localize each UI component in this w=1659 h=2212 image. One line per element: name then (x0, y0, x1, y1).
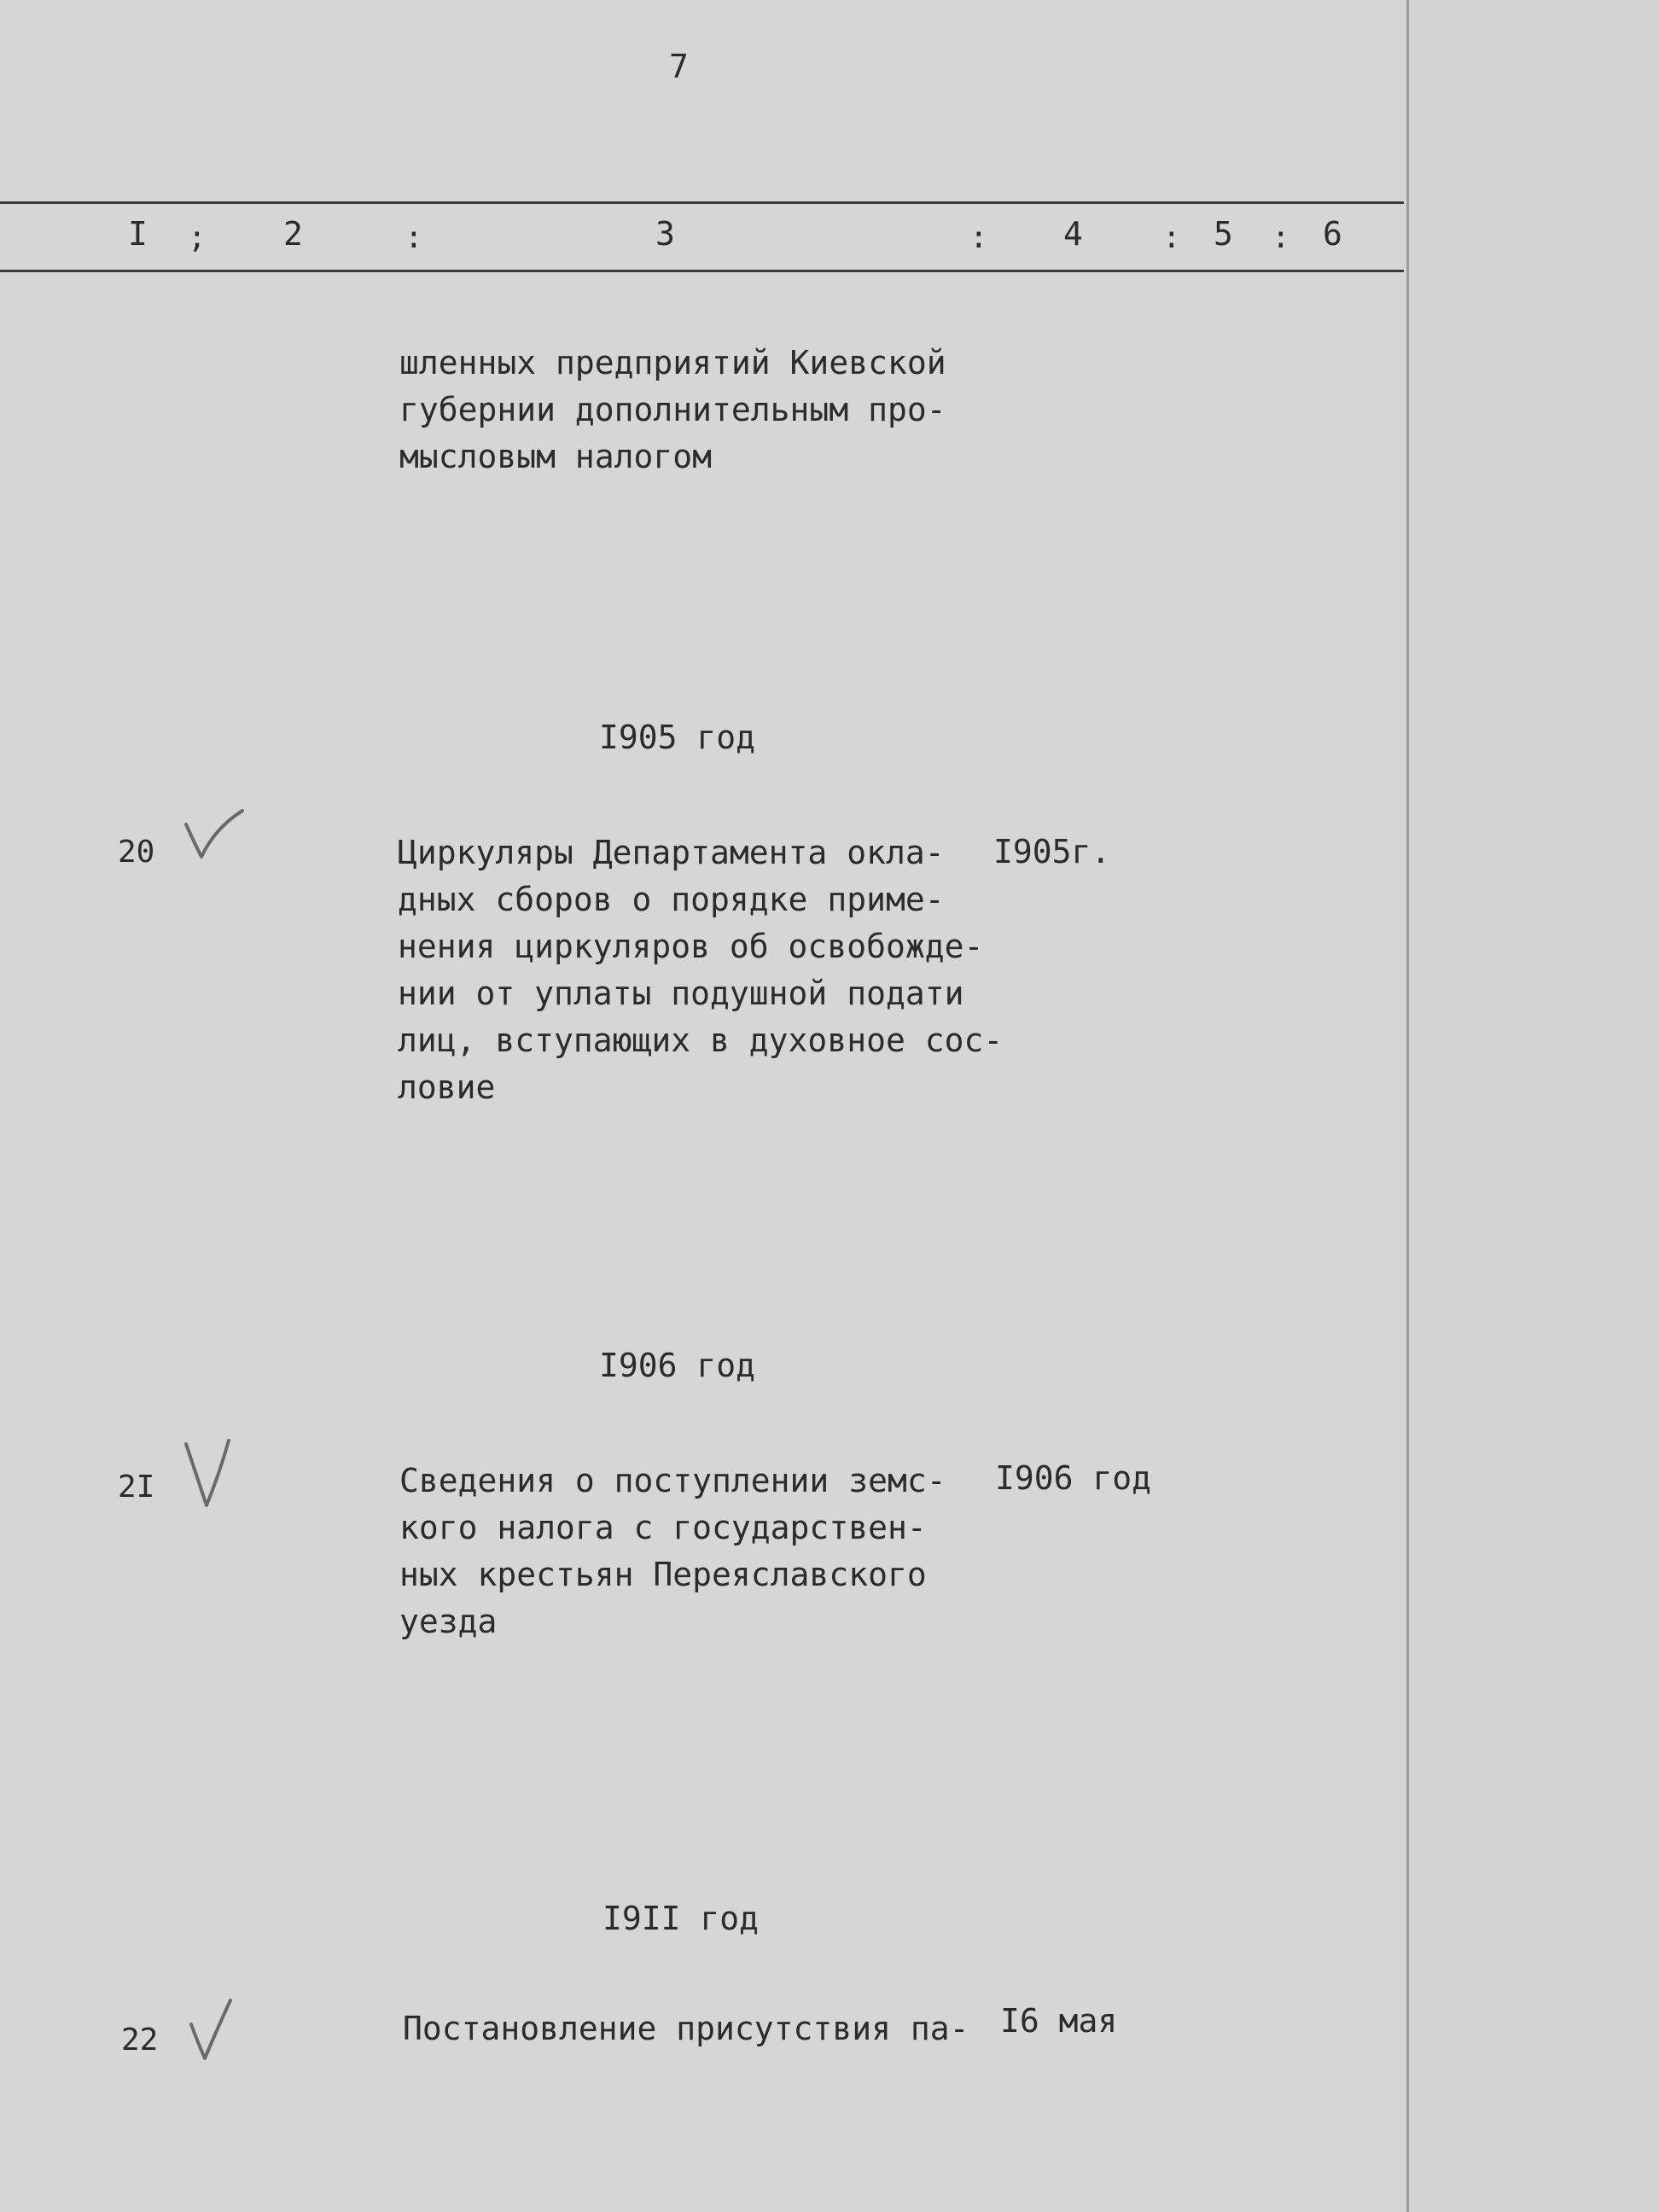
item-description: Постановление присутствия па- (403, 2010, 969, 2047)
background-sheet (1409, 0, 1659, 2212)
item-number: 22 (121, 2023, 159, 2058)
checkmark-icon (179, 1437, 247, 1511)
column-header-3: 3 (655, 215, 675, 253)
year-heading: I9II год (602, 1900, 760, 1937)
column-header-5: 5 (1214, 215, 1233, 253)
column-header-1: I (128, 215, 148, 253)
item-description: Циркуляры Департамента окла- дных сборов о порядке приме- нения циркуляров об освобожде- нии от уплаты подушной подати лиц, вступающих в духовное сос- ловие (398, 834, 1004, 1106)
item-date: I6 мая (1000, 2002, 1118, 2040)
item-description: Сведения о поступлении земс- кого налога с государствен- ных крестьян Переяславского уезда (399, 1462, 946, 1640)
column-separator: : (1272, 220, 1290, 255)
column-separator: ; (188, 220, 207, 255)
column-header-4: 4 (1063, 215, 1083, 253)
column-separator: : (405, 220, 423, 255)
year-heading: I905 год (599, 719, 756, 756)
column-separator: : (969, 220, 988, 255)
year-heading: I906 год (599, 1347, 756, 1384)
item-number: 20 (118, 835, 155, 870)
continuation-text: шленных предприятий Киевской губернии дополнительным про- мысловым налогом (399, 344, 946, 475)
column-header-6: 6 (1323, 215, 1342, 253)
column-separator: : (1162, 220, 1181, 255)
page-number: 7 (669, 48, 689, 85)
item-number: 2I (118, 1470, 155, 1505)
checkmark-icon (181, 806, 249, 865)
item-date: I905г. (993, 833, 1111, 870)
column-header-2: 2 (283, 215, 303, 253)
table-header-top-rule (0, 201, 1404, 204)
checkmark-icon (186, 1997, 246, 2064)
table-header-bottom-rule (0, 270, 1404, 272)
item-date: I906 год (995, 1459, 1152, 1497)
